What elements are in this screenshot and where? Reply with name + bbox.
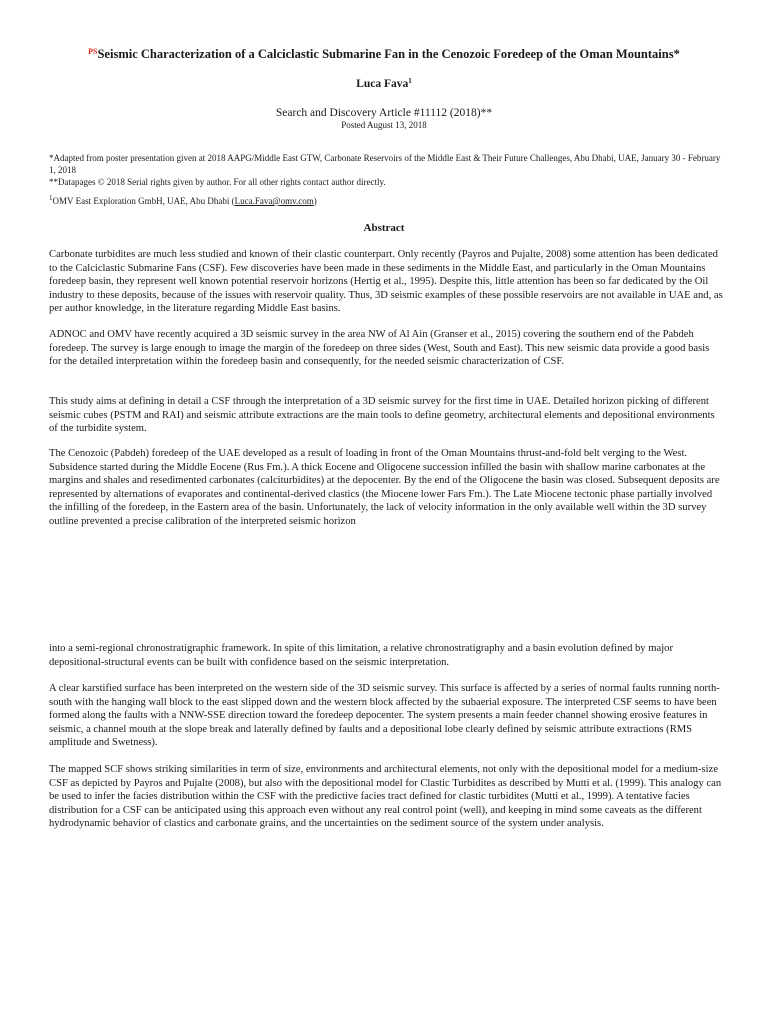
posted-date: Posted August 13, 2018 [341,120,427,130]
abstract-paragraph: into a semi-regional chronostratigraphic framework. In spite of this limitation, a relative chronostratigraphy and a basin evolution defined by major depositional-structural events can be built with confidence based on the seismic interpretation. [49,643,673,668]
affiliation-text: OMV East Exploration GmbH, UAE, Abu Dhabi ( [52,196,235,206]
author-name [0,77,768,91]
affiliation-superscript: 1 [49,194,53,202]
abstract-paragraph: The Cenozoic (Pabdeh) foredeep of the UAE developed as a result of loading in front of the Oman Mountains thrust-and-fold belt verging to the West. Subsidence started during the Middle Eocene (Rus Fm.). A thick Eocene and Oligocene succession infilled the basin with shallow marine carbonates at the margins and shales and resedimented carbonates (calciturbidites) at the depocenter. By the end of the Oligocene the basin was closed. Subsequent deposits are represented by alternations of evaporates and continental-derived clastics (the Miocene lower Fars Fm.). The Late Miocene tectonic phase partially involved the infilling of the foredeep, in the Eastern area of the basin. Unfortunately, the lack of velocity information in the only available well within the 3D survey outline prevented a precise calibration of the interpreted seismic horizon [49,448,720,527]
author-text: Luca Fava [356,78,409,90]
abstract-paragraph: The mapped SCF shows striking similarities in term of size, environments and architectural elements, not only with the depositional model for a medium-size CSF as depicted by Payros and Pujalte (2008), but also with the depositional model for Clastic Turbidites as described by Mutti et al. (1999). This analogy can be used to infer the facies distribution within the CSF with the predictive facies tract defined for clastic turbidites (Mutti et al., 1999). A tentative facies distribution for a CSF can be anticipated using this approach even without any real control point (well), and keeping in mind some caveats as the different hydrodynamic behavior of clastics and carbonate grains, and the uncertainties on the sediment source of the system under analysis. [49,764,722,829]
abstract-paragraph: A clear karstified surface has been interpreted on the western side of the 3D seismic survey. This surface is affected by a series of normal faults running north-south with the hanging wall block to the east slipped down and the western block affected by the subaerial exposure. The interpreted CSF seems to have been formed along the faults with a NNW-SSE direction toward the foredeep depocenter. The system presents a main feeder channel showing erosive features in seismic, a channel mouth at the slope break and laterally defined by faults and a depositional lobe clearly defined by seismic attribute extractions (RMS amplitude and Swetness). [49,683,720,748]
affiliation-close: ) [313,196,317,206]
author-email-link[interactable]: Luca.Fava@omv.com [234,196,314,206]
author-superscript: 1 [408,77,412,85]
article-title [0,44,768,62]
footnote-adapted: *Adapted from poster presentation given at 2018 AAPG/Middle East GTW, Carbonate Reservoirs of the Middle East & Their Future Challenges, Abu Dhabi, UAE, January 30 - February 1, 2018 [49,153,721,175]
abstract-paragraph: Carbonate turbidites are much less studied and known of their clastic counterpart. Only recently (Payros and Pujalte, 2008) some attention has been dedicated to the Calciclastic Submarine Fans (CSF). Few discoveries have been made in these sediments in the Middle East, and particularly in the Oman Mountains foredeep basin, they represent well known potential reservoir horizons (Hertig et al., 1995). Despite this, little attention has been so far dedicated by the Oil industry to these deposits, because of the issues with reservoir quality. Thus, 3D seismic examples of these possible reservoirs are not available in UAE and, as per author knowledge, in the literature regarding Middle East basins. [49,249,723,314]
article-number: Search and Discovery Article #11112 (2018)** [275,107,493,119]
affiliation [49,195,729,207]
ps-tag: PS [88,47,98,56]
abstract-paragraph: This study aims at defining in detail a CSF through the interpretation of a 3D seismic survey for the first time in UAE. Detailed horizon picking of different seismic cubes (PSTM and RAI) and seismic attribute extractions are the main tools to define geometry, architectural elements and depositional environments of the turbidite system. [49,396,715,434]
footnotes [49,152,729,188]
abstract-paragraph: ADNOC and OMV have recently acquired a 3D seismic survey in the area NW of Al Ain (Granser et al., 2015) covering the southern end of the Pabdeh foredeep. The survey is large enough to image the margin of the foredeep on three sides (West, South and East). This new seismic data provide a good basis for the detailed interpretation within the foredeep basin and consequently, for the needed seismic characterization of CSF. [49,329,710,367]
footnote-datapages: **Datapages © 2018 Serial rights given by author. For all other rights contact author directly. [49,177,386,187]
title-text: Seismic Characterization of a Calciclastic Submarine Fan in the Cenozoic Foredeep of the Oman Mountains* [97,47,680,61]
abstract-heading: Abstract [363,222,405,234]
